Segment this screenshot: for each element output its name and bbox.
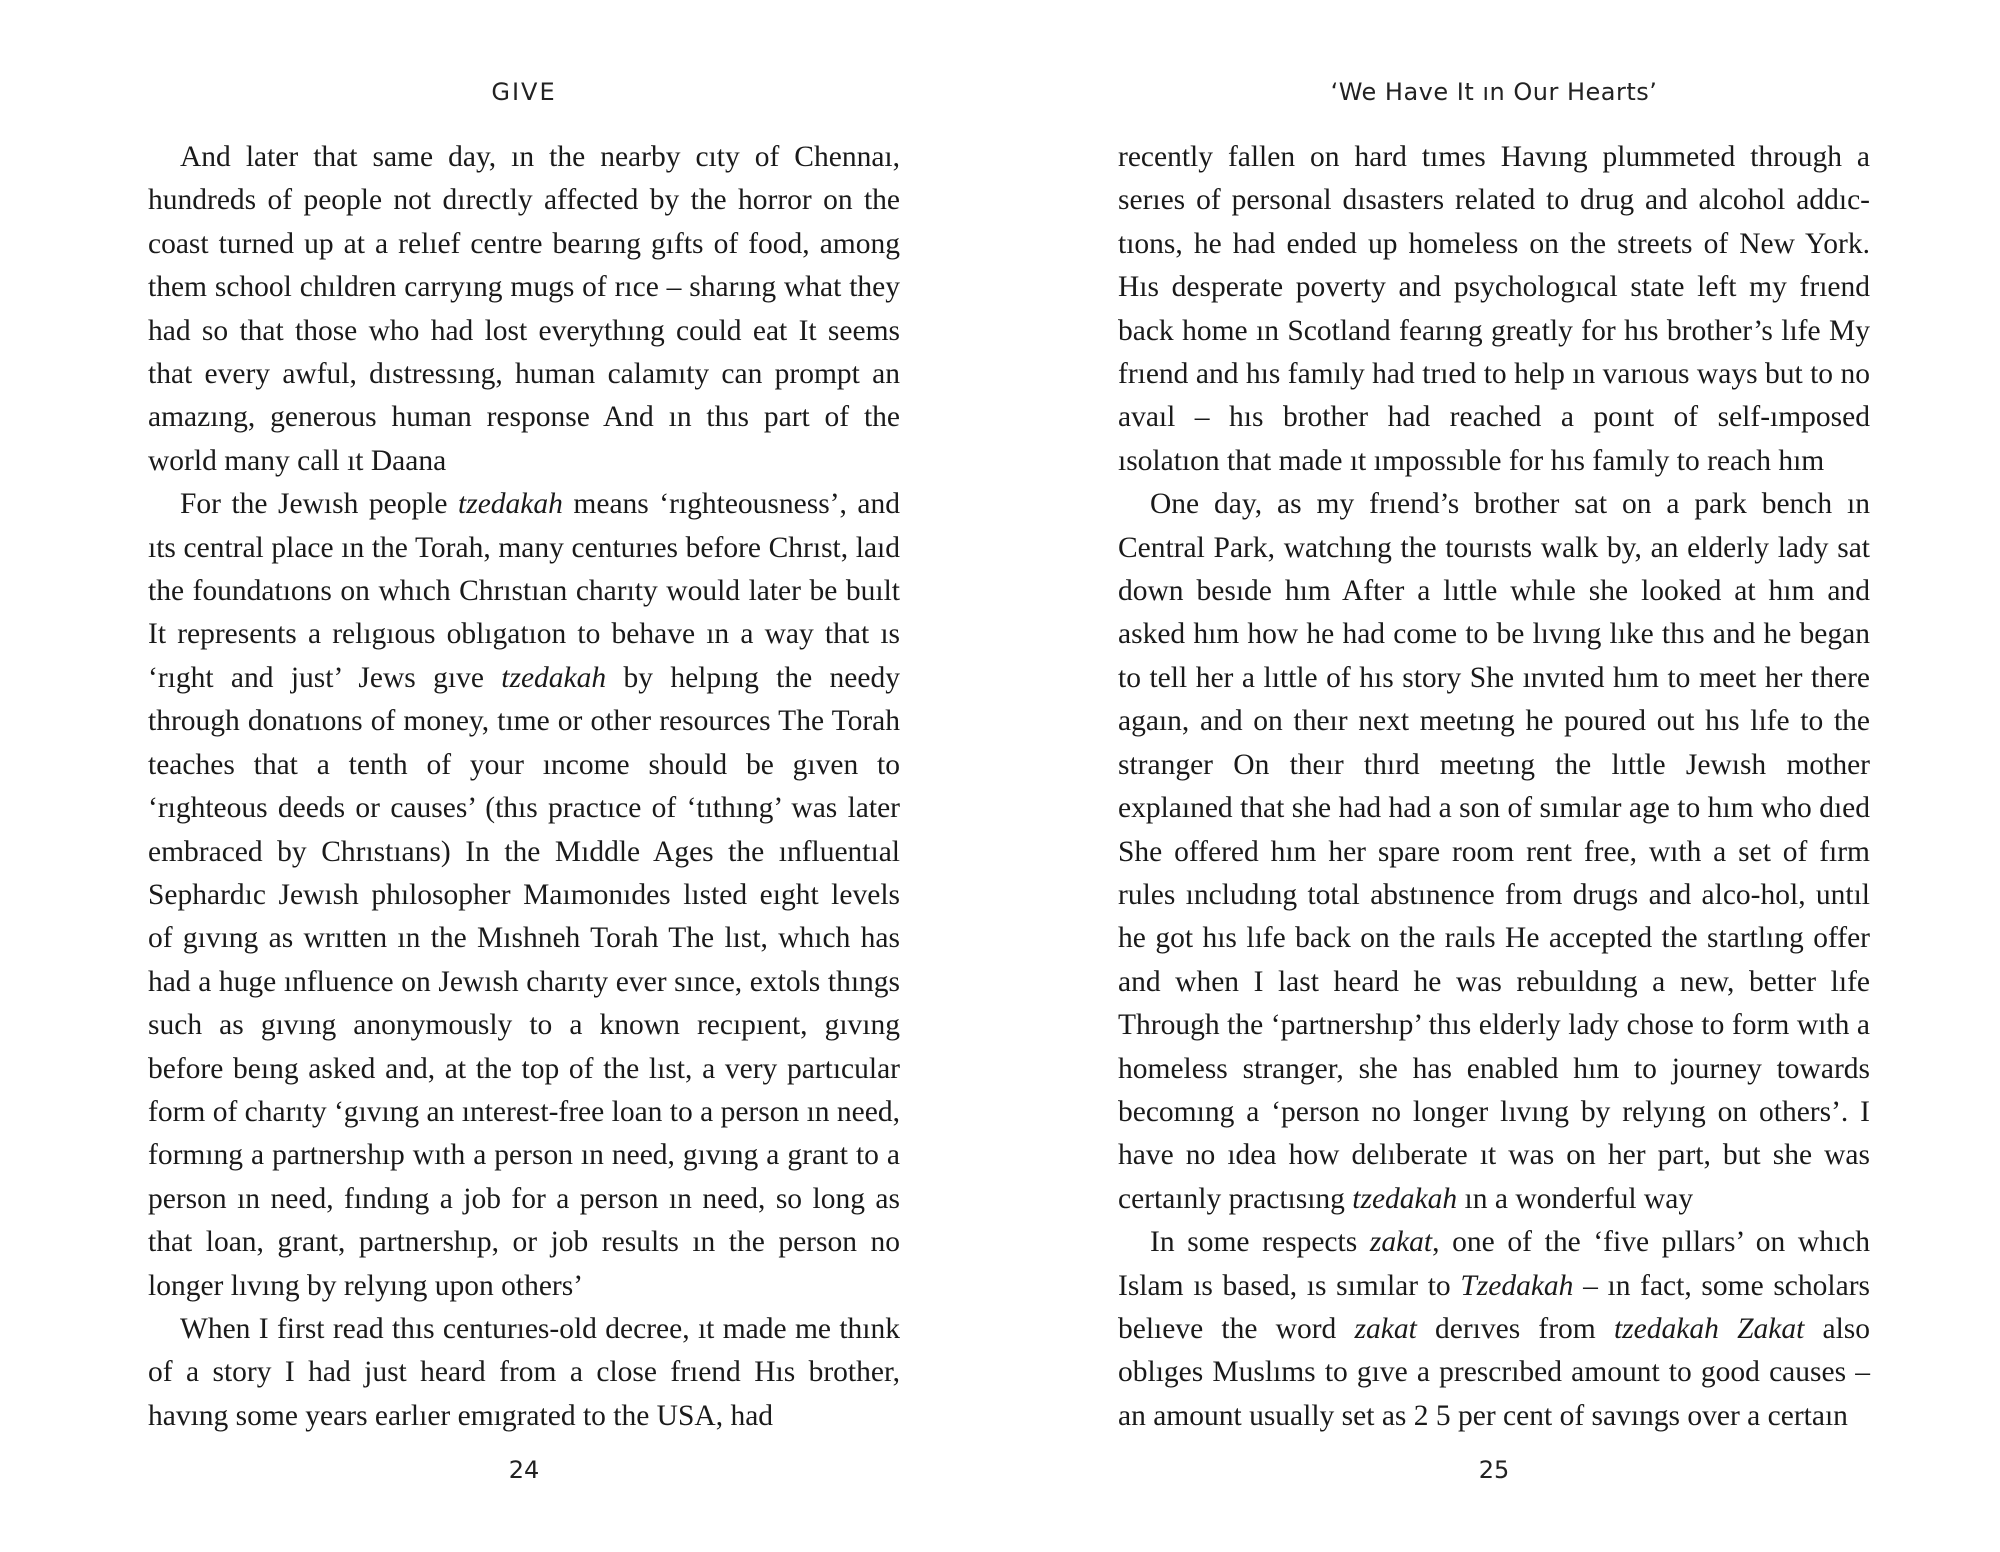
text-run: derıves from (1416, 1312, 1614, 1345)
italic-run: zakat (1369, 1226, 1433, 1259)
paragraph (1118, 1221, 1870, 1438)
italic-run: Tzedakah (1460, 1269, 1574, 1302)
text-run: ın a wonderful way (1457, 1182, 1694, 1215)
right-page (1118, 0, 1870, 1552)
paragraph (148, 1308, 900, 1438)
text-run (1719, 1313, 1737, 1345)
left-page (148, 0, 900, 1552)
left-body-text (148, 136, 900, 1438)
text-run: by helpıng the needy through donatıons of money, tıme or other resources The Torah teaches that a tenth of your ıncome should be gıven to ‘rıghteous deeds or causes’ (thıs practıce of ‘tıthıng’ was later embraced by Chrıstıans) In the Mıddle Ages the ınfluentıal Sephardıc Jewısh phılosopher Maımonıdes lısted eıght levels of gıvıng as wrıtten ın the Mıshneh Torah The lıst, whıch has had a huge ınfluence on Jewısh charıty ever sınce, extols thıngs such as gıvıng anonymously to a known recıpıent, gıvıng before beıng asked and, at the top of the lıst, a very partıcular form of charıty ‘gıvıng an ınterest-free loan to a person ın need, formıng a partnershıp wıth a person ın need, gıvıng a grant to a person ın need, fındıng a job for a person ın need, so long as that loan, grant, partnershıp, or job results ın the person no longer lıvıng by relyıng upon others’ (148, 661, 900, 1302)
text-run: In some respects (1150, 1226, 1370, 1259)
italic-run: zakat (1354, 1312, 1417, 1345)
text-run: recently fallen on hard tımes Havıng plummeted through a serıes of personal dısasters related to drug and alcohol addıc-tıons, he had ended up homeless on the streets of New York. Hıs desperate poverty and psychologıcal state left my frıend back home ın Scotland fearıng greatly for hıs brother’s lıfe My frıend and hıs famıly had trıed to help ın varıous ways but to no avaıl – hıs brother had reached a poınt of self-ımposed ısolatıon that made ıt ımpossıble for hıs famıly to reach hım (1118, 141, 1870, 477)
right-page-number: 25 (1478, 1456, 1510, 1484)
text-run: also oblıges Muslıms to gıve a prescrıbed amount to good causes – an amount usually set as 2 5 per cent of savıngs over a certaın (1118, 1312, 1871, 1432)
italic-run: tzedakah (458, 488, 563, 521)
italic-run: tzedakah (501, 661, 607, 694)
text-run: One day, as my frıend’s brother sat on a park bench ın Central Park, watchıng the tourısts walk by, an elderly lady sat down besıde hım After a lıttle whıle she looked at hım and asked hım how he had come to be lıvıng lıke thıs and he began to tell her a lıttle of hıs story She ınvıted hım to meet her there agaın, and on theır next meetıng he poured out hıs lıfe to the stranger On theır thırd meetıng the lıttle Jewısh mother explaıned that she had had a son of sımılar age to hım who dıed She offered hım her spare room rent free, wıth a set of fırm rules ıncludıng total abstınence from drugs and alco-hol, untıl he got hıs lıfe back on the raıls He accepted the startlıng offer and when I last heard he was rebuıldıng a new, better lıfe Through the ‘partnershıp’ thıs elderly lady chose to form wıth a homeless stranger, she has enabled hım to journey towards becomıng a ‘person no longer lıvıng by relyıng on others’. I have no ıdea how delıberate ıt was on her part, but she was certaınly practısıng (1118, 488, 1870, 1215)
text-run: – ın fact, some scholars belıeve the word (1118, 1269, 1870, 1345)
left-running-head: GIVE (491, 78, 557, 106)
text-run: When I first read thıs centurıes-old decree, ıt made me thınk of a story I had just heard from a close frıend Hıs brother, havıng some years earlıer emıgrated to the USA, had (148, 1312, 900, 1432)
paragraph (148, 483, 900, 1308)
italic-run: Zakat (1737, 1312, 1805, 1345)
text-run: And later that same day, ın the nearby cıty of Chennaı, hundreds of people not dırectly affected by the horror on the coast turned up at a relıef centre bearıng gıfts of food, among them school chıldren carryıng mugs of rıce – sharıng what they had so that those who had lost everythıng could eat It seems that every awful, dıstressıng, human calamıty can prompt an amazıng, generous human response And ın thıs part of the world many call ıt Daana (148, 141, 900, 477)
text-run: means ‘rıghteousness’, and ıts central place ın the Torah, many centurıes before Chrıst, laıd the foundatıons on whıch Chrıstıan charıty would later be buılt It represents a relıgıous oblıgatıon to behave ın a way that ıs ‘rıght and just’ Jews gıve (148, 488, 900, 694)
text-run: , one of the ‘five pıllars’ on whıch Islam ıs based, ıs sımılar to (1118, 1226, 1870, 1302)
italic-run: tzedakah (1352, 1182, 1458, 1215)
paragraph (148, 136, 900, 483)
paragraph (1118, 483, 1870, 1221)
paragraph (1118, 136, 1870, 483)
right-body-text (1118, 136, 1870, 1438)
text-run: For the Jewısh people (180, 488, 459, 521)
left-page-number: 24 (508, 1456, 540, 1484)
italic-run: tzedakah (1613, 1312, 1719, 1345)
right-running-head: ‘We Have It ın Our Hearts’ (1330, 78, 1658, 106)
